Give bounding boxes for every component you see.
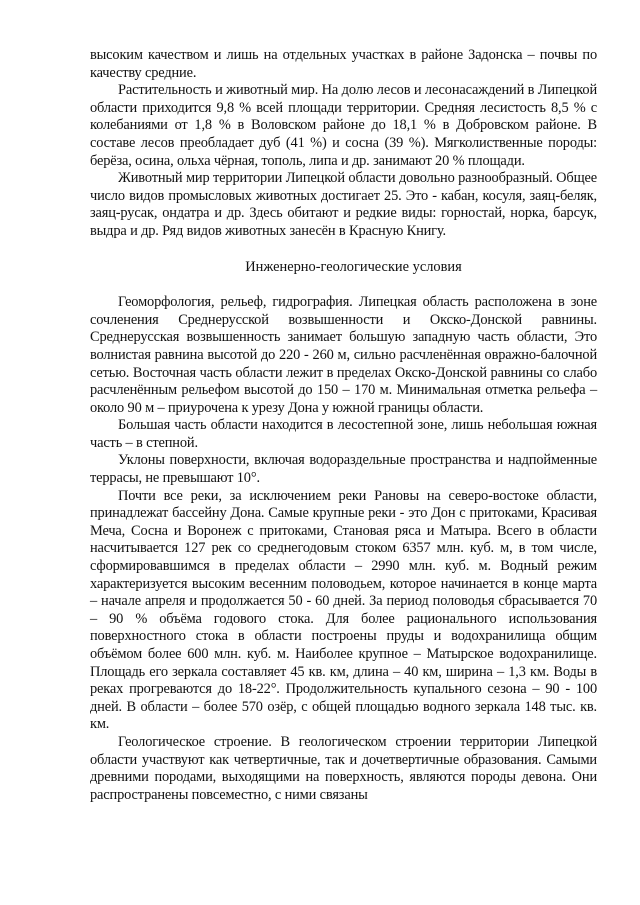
paragraph-soils-end: высоким качеством и лишь на отдельных участках в районе Задонска – почвы по качеству средние. — [90, 47, 597, 81]
paragraph-geomorphology: Геоморфология, рельеф, гидрография. Липецкая область расположена в зоне сочленения Среднерусской возвышенности и Окско-Донской равнины. Среднерусская возвышенность занимает большую западную часть области, Это волнистая равнина высотой до 220 - 260 м, сильно расчленённая овражно-балочной сетью. Восточная часть области лежит в пределах Окско-Донской равнины со слабо расчленённым рельефом высотой до 150 – 170 м. Минимальная отметка рельефа – около 90 м – приурочена к урезу Дона у южной границы области. — [90, 294, 597, 416]
paragraph-forest-steppe: Большая часть области находится в лесостепной зоне, лишь небольшая южная часть – в степной. — [90, 417, 597, 451]
paragraph-geology: Геологическое строение. В геологическом строении территории Липецкой области участвуют как четвертичные, так и дочетвертичные образования. Самыми древними породами, выходящими на поверхность, являются породы девона. Они распространены повсеместно, с ними связаны — [90, 733, 597, 803]
section-heading: Инженерно-геологические условия — [245, 258, 462, 275]
paragraph-vegetation: Растительность и животный мир. На долю лесов и лесонасаждений в Липецкой области приходится 9,8 % всей площади территории. Средняя лесистость 8,5 % с колебаниями от 1,8 % в Воловском районе до 18,1 % в Добровском районе. В составе лесов преобладает дуб (41 %) и сосна (39 %). Мягколиственные породы: берёза, осина, ольха чёрная, тополь, липа и др. занимают 20 % площади. — [90, 82, 597, 169]
paragraph-fauna: Животный мир территории Липецкой области довольно разнообразный. Общее число видов промысловых животных достигает 25. Это - кабан, косуля, заяц-беляк, заяц-русак, ондатра и др. Здесь обитают и редкие виды: горностай, норка, барсук, выдра и др. Ряд видов животных занесён в Красную Книгу. — [90, 170, 597, 239]
document-page — [90, 47, 597, 804]
paragraph-rivers: Почти все реки, за исключением реки Рановы на северо-востоке области, принадлежат бассейну Дона. Самые крупные реки - это Дон с притоками, Красивая Меча, Сосна и Воронеж с притоками, Становая ряса и Матыра. Всего в области насчитывается 127 рек со среднегодовым стоком 6357 млн. куб. м, в том числе, сформировавшимся в пределах области – 2990 млн. куб. м. Водный режим характеризуется высоким весенним половодьем, которое начинается в конце марта – начале апреля и продолжается 50 - 60 дней. За период половодья сбрасывается 70 – 90 % объёма годового стока. Для более рационального использования поверхностного стока в области построены пруды и водохранилища общим объёмом более 600 млн. куб. м. Наиболее крупное – Матырское водохранилище. Площадь его зеркала составляет 45 кв. км, длина – 40 км, ширина – 1,3 км. Воды в реках прогреваются до 18-22°. Продолжительность купального сезона – 90 - 100 дней. В области – более 570 озёр, с общей площадью водного зеркала 148 тыс. кв. км. — [90, 487, 597, 733]
paragraph-slopes: Уклоны поверхности, включая водораздельные пространства и надпойменные террасы, не превышают 10°. — [90, 452, 597, 487]
